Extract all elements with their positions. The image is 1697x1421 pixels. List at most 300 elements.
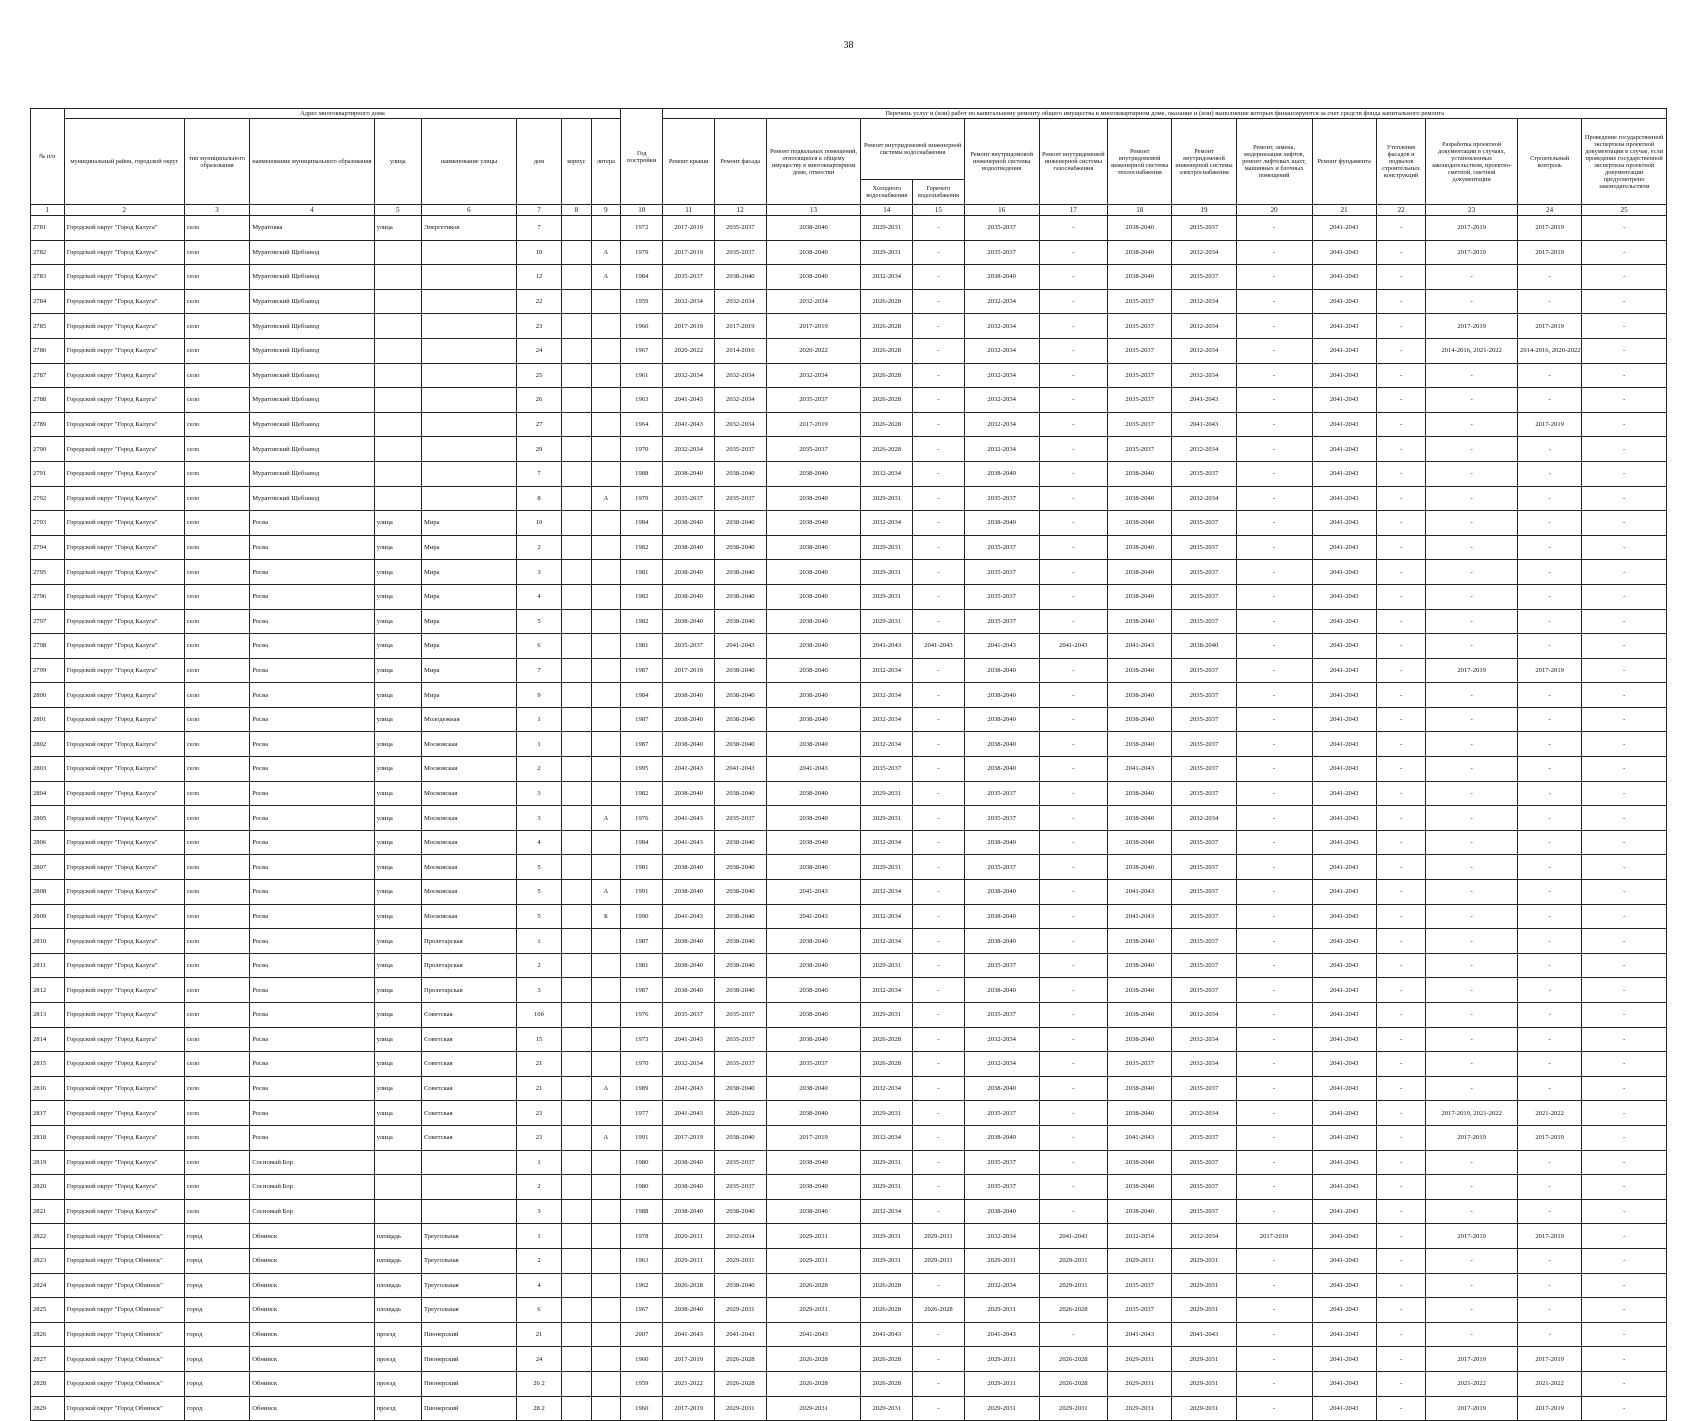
table-cell: 2032-2034 bbox=[861, 707, 913, 732]
table-cell: - bbox=[1518, 289, 1582, 314]
table-cell: - bbox=[1236, 289, 1312, 314]
table-cell: 1978 bbox=[621, 1224, 663, 1249]
table-cell: 2038-2040 bbox=[714, 1199, 766, 1224]
table-cell: 2038-2040 bbox=[714, 683, 766, 708]
table-cell: - bbox=[1426, 904, 1518, 929]
table-cell: 2794 bbox=[31, 535, 65, 560]
table-cell: 2035-2037 bbox=[964, 1003, 1039, 1028]
table-cell: 2038-2040 bbox=[663, 880, 715, 905]
table-cell bbox=[562, 1248, 592, 1273]
table-cell: Сосновый Бор bbox=[250, 1175, 374, 1200]
table-body bbox=[31, 216, 1667, 1421]
table-cell: 2038-2040 bbox=[964, 265, 1039, 290]
table-cell: - bbox=[1039, 240, 1108, 265]
table-cell bbox=[591, 1347, 621, 1372]
table-cell: - bbox=[1039, 314, 1108, 339]
table-cell: - bbox=[1582, 1101, 1667, 1126]
table-cell: 2038-2040 bbox=[766, 240, 861, 265]
table-cell: - bbox=[1376, 658, 1426, 683]
table-cell: Муратовский Щебзавод bbox=[250, 265, 374, 290]
table-cell: 2797 bbox=[31, 609, 65, 634]
table-cell: Городской округ "Город Калуга" bbox=[64, 929, 184, 954]
table-cell bbox=[591, 1150, 621, 1175]
table-cell: 2026-2028 bbox=[861, 437, 913, 462]
table-cell: - bbox=[1039, 584, 1108, 609]
column-number: 12 bbox=[714, 205, 766, 216]
table-cell: 2026-2028 bbox=[861, 388, 913, 413]
table-cell: 1964 bbox=[621, 412, 663, 437]
table-cell: Городской округ "Город Калуга" bbox=[64, 683, 184, 708]
table-cell: 2026-2028 bbox=[861, 1347, 913, 1372]
table-cell: 2017-2019 bbox=[1426, 216, 1518, 241]
table-cell: - bbox=[913, 732, 965, 757]
table-cell: Пионерский bbox=[421, 1347, 516, 1372]
table-cell: улица bbox=[374, 757, 421, 782]
table-cell: - bbox=[1039, 560, 1108, 585]
table-cell: 2041-2043 bbox=[663, 412, 715, 437]
table-cell: - bbox=[1236, 683, 1312, 708]
table-cell: 2038-2040 bbox=[766, 1076, 861, 1101]
table-cell: 2041-2043 bbox=[1312, 978, 1376, 1003]
table-cell: 2817 bbox=[31, 1101, 65, 1126]
table-cell: 2038-2040 bbox=[663, 560, 715, 585]
table-cell: 2038-2040 bbox=[1108, 707, 1172, 732]
table-cell: 2038-2040 bbox=[766, 461, 861, 486]
table-cell: 2032-2034 bbox=[663, 437, 715, 462]
table-cell: Росва bbox=[250, 904, 374, 929]
table-cell: 2038-2040 bbox=[766, 216, 861, 241]
table-cell: 1 bbox=[516, 1224, 561, 1249]
table-cell: 2026-2028 bbox=[861, 1052, 913, 1077]
table-cell: 2029-2031 bbox=[861, 806, 913, 831]
table-cell: Треугольная bbox=[421, 1273, 516, 1298]
table-cell: Росва bbox=[250, 978, 374, 1003]
table-cell: 2041-2043 bbox=[663, 904, 715, 929]
table-cell: 2032-2034 bbox=[1172, 289, 1236, 314]
table-cell: 2014-2016, 2020-2022 bbox=[1518, 338, 1582, 363]
table-cell: 2035-2037 bbox=[1172, 953, 1236, 978]
table-cell: - bbox=[1582, 880, 1667, 905]
table-cell: Росва bbox=[250, 1003, 374, 1028]
table-cell: - bbox=[1426, 732, 1518, 757]
table-cell bbox=[591, 1248, 621, 1273]
table-cell: улица bbox=[374, 634, 421, 659]
table-cell bbox=[562, 683, 592, 708]
table-row bbox=[31, 707, 1667, 732]
table-cell: - bbox=[1518, 1076, 1582, 1101]
table-cell bbox=[421, 1175, 516, 1200]
table-cell: 2038-2040 bbox=[766, 1101, 861, 1126]
table-cell: Городской округ "Город Калуга" bbox=[64, 634, 184, 659]
table-row bbox=[31, 1371, 1667, 1396]
table-cell: село bbox=[184, 1003, 249, 1028]
table-cell: - bbox=[1039, 412, 1108, 437]
table-cell: Энергетиков bbox=[421, 216, 516, 241]
table-cell: село bbox=[184, 461, 249, 486]
table-cell: - bbox=[1376, 757, 1426, 782]
table-cell: - bbox=[1518, 683, 1582, 708]
table-cell: 2017-2019 bbox=[663, 216, 715, 241]
table-cell: 1981 bbox=[621, 855, 663, 880]
table-cell: 2035-2037 bbox=[964, 535, 1039, 560]
table-cell: Городской округ "Город Калуга" bbox=[64, 584, 184, 609]
table-cell: - bbox=[913, 658, 965, 683]
table-cell: 2038-2040 bbox=[766, 634, 861, 659]
table-cell: - bbox=[1582, 1371, 1667, 1396]
table-cell: - bbox=[1236, 1322, 1312, 1347]
table-row bbox=[31, 855, 1667, 880]
table-cell: 2029-2031 bbox=[913, 1248, 965, 1273]
table-cell: 2035-2037 bbox=[663, 265, 715, 290]
table-cell: 2029-2031 bbox=[964, 1371, 1039, 1396]
table-cell: - bbox=[1376, 978, 1426, 1003]
table-cell: Советская bbox=[421, 1076, 516, 1101]
table-cell: 2032-2034 bbox=[861, 658, 913, 683]
table-cell: 2806 bbox=[31, 830, 65, 855]
table-cell: Городской округ "Город Калуга" bbox=[64, 1175, 184, 1200]
table-cell: 2038-2040 bbox=[766, 707, 861, 732]
table-cell: Городской округ "Город Калуга" bbox=[64, 1052, 184, 1077]
header-design: Разработка проектной документации в случаях, установленных законодательством, проектно-сметной, сметной документации bbox=[1426, 119, 1518, 205]
table-cell bbox=[562, 1298, 592, 1323]
table-cell: - bbox=[913, 388, 965, 413]
table-cell: 2035-2037 bbox=[1172, 658, 1236, 683]
header-roof: Ремонт крыши bbox=[663, 119, 715, 205]
table-cell: 2041-2043 bbox=[663, 830, 715, 855]
table-cell: - bbox=[1426, 1076, 1518, 1101]
table-row bbox=[31, 560, 1667, 585]
table-cell: - bbox=[913, 289, 965, 314]
table-cell: - bbox=[1236, 584, 1312, 609]
table-cell bbox=[562, 1175, 592, 1200]
table-cell: 2017-2019, 2021-2022 bbox=[1426, 1101, 1518, 1126]
table-cell: - bbox=[1518, 1322, 1582, 1347]
table-cell: - bbox=[1582, 609, 1667, 634]
table-cell: 2038-2040 bbox=[714, 781, 766, 806]
table-cell: 2038-2040 bbox=[766, 1027, 861, 1052]
table-cell: - bbox=[1582, 388, 1667, 413]
table-cell bbox=[591, 535, 621, 560]
table-cell: 1980 bbox=[621, 1150, 663, 1175]
table-cell: село bbox=[184, 609, 249, 634]
table-cell: 2041-2043 bbox=[964, 1322, 1039, 1347]
table-cell: 2017-2019 bbox=[1518, 412, 1582, 437]
header-house: дом bbox=[516, 119, 561, 205]
table-cell: 2017-2019 bbox=[1426, 314, 1518, 339]
table-cell: 2038-2040 bbox=[1108, 929, 1172, 954]
table-cell bbox=[591, 609, 621, 634]
table-cell: 1960 bbox=[621, 1347, 663, 1372]
table-cell: 10 bbox=[516, 511, 561, 536]
table-cell: 1987 bbox=[621, 707, 663, 732]
table-cell: 2038-2040 bbox=[964, 707, 1039, 732]
table-cell: 2038-2040 bbox=[663, 978, 715, 1003]
table-cell: 2038-2040 bbox=[663, 535, 715, 560]
table-cell: 2821 bbox=[31, 1199, 65, 1224]
table-cell: - bbox=[1039, 1322, 1108, 1347]
table-cell: улица bbox=[374, 732, 421, 757]
table-cell: - bbox=[1039, 486, 1108, 511]
table-cell: - bbox=[1376, 560, 1426, 585]
table-cell: 2035-2037 bbox=[1108, 1298, 1172, 1323]
table-cell: 1976 bbox=[621, 1003, 663, 1028]
table-cell: 2041-2043 bbox=[1312, 707, 1376, 732]
table-cell: 1976 bbox=[621, 806, 663, 831]
table-cell: 2032-2034 bbox=[1172, 1101, 1236, 1126]
table-cell: 2032-2034 bbox=[964, 338, 1039, 363]
table-cell: 2032-2034 bbox=[714, 363, 766, 388]
table-cell: 21 bbox=[516, 1052, 561, 1077]
table-row bbox=[31, 1199, 1667, 1224]
table-cell: 2041-2043 bbox=[1312, 1003, 1376, 1028]
table-cell: 2035-2037 bbox=[1172, 781, 1236, 806]
table-cell: 2041-2043 bbox=[1312, 240, 1376, 265]
table-cell: - bbox=[913, 830, 965, 855]
table-cell: - bbox=[1376, 1125, 1426, 1150]
table-cell: - bbox=[1376, 363, 1426, 388]
table-cell: - bbox=[1582, 1052, 1667, 1077]
table-cell: 2035-2037 bbox=[1108, 412, 1172, 437]
table-cell: - bbox=[1376, 437, 1426, 462]
table-cell: Городской округ "Город Калуга" bbox=[64, 265, 184, 290]
table-cell: 2041-2043 bbox=[766, 757, 861, 782]
table-cell: 2041-2043 bbox=[1039, 634, 1108, 659]
table-cell bbox=[562, 806, 592, 831]
table-cell: Городской округ "Город Калуга" bbox=[64, 1125, 184, 1150]
table-cell: 2824 bbox=[31, 1273, 65, 1298]
table-cell: - bbox=[1426, 781, 1518, 806]
table-cell: Московская bbox=[421, 757, 516, 782]
table-cell: 2041-2043 bbox=[663, 1076, 715, 1101]
table-cell bbox=[591, 732, 621, 757]
table-cell: 2029-2031 bbox=[1172, 1347, 1236, 1372]
table-cell: 2041-2043 bbox=[714, 1322, 766, 1347]
table-cell: 2041-2043 bbox=[1312, 363, 1376, 388]
table-cell: - bbox=[1376, 683, 1426, 708]
table-cell: 2029-2031 bbox=[861, 486, 913, 511]
table-cell bbox=[374, 461, 421, 486]
table-row bbox=[31, 658, 1667, 683]
table-row bbox=[31, 1175, 1667, 1200]
table-cell bbox=[591, 1003, 621, 1028]
column-number: 20 bbox=[1236, 205, 1312, 216]
table-cell: - bbox=[1426, 978, 1518, 1003]
table-row bbox=[31, 806, 1667, 831]
table-cell: 2038-2040 bbox=[1108, 806, 1172, 831]
table-cell: 2038-2040 bbox=[714, 929, 766, 954]
table-cell: - bbox=[1236, 461, 1312, 486]
table-cell: улица bbox=[374, 511, 421, 536]
table-cell: 2020-2031 bbox=[663, 1224, 715, 1249]
table-cell: 2032-2034 bbox=[1172, 1027, 1236, 1052]
table-cell: улица bbox=[374, 904, 421, 929]
table-cell: - bbox=[1518, 904, 1582, 929]
table-cell: 2032-2034 bbox=[861, 683, 913, 708]
table-cell: 2017-2019 bbox=[663, 240, 715, 265]
table-cell: 2026-2028 bbox=[1039, 1298, 1108, 1323]
table-cell: - bbox=[1518, 953, 1582, 978]
table-cell: 2038-2040 bbox=[714, 461, 766, 486]
table-cell: - bbox=[1376, 461, 1426, 486]
table-cell: 2041-2043 bbox=[1312, 511, 1376, 536]
table-cell: - bbox=[1376, 1076, 1426, 1101]
table-cell: 2041-2043 bbox=[861, 634, 913, 659]
table-cell: Советская bbox=[421, 1027, 516, 1052]
table-cell: 2038-2040 bbox=[714, 978, 766, 1003]
table-cell bbox=[562, 904, 592, 929]
table-cell: 1960 bbox=[621, 1396, 663, 1421]
table-cell bbox=[421, 289, 516, 314]
table-cell: 1984 bbox=[621, 265, 663, 290]
table-cell: 2041-2043 bbox=[663, 1322, 715, 1347]
table-cell: - bbox=[1518, 781, 1582, 806]
table-cell: 2032-2034 bbox=[861, 880, 913, 905]
table-cell: улица bbox=[374, 1125, 421, 1150]
capital-repair-table-container bbox=[30, 108, 1667, 1421]
table-cell: 2035-2037 bbox=[1172, 830, 1236, 855]
table-cell: - bbox=[1236, 240, 1312, 265]
table-cell: улица bbox=[374, 953, 421, 978]
table-cell: 2032-2034 bbox=[861, 830, 913, 855]
table-cell: проезд bbox=[374, 1371, 421, 1396]
table-cell: 2801 bbox=[31, 707, 65, 732]
table-cell: 2032-2034 bbox=[964, 437, 1039, 462]
table-cell: - bbox=[1582, 732, 1667, 757]
table-cell: - bbox=[913, 363, 965, 388]
table-cell bbox=[374, 314, 421, 339]
table-cell: Росва bbox=[250, 658, 374, 683]
table-cell: 2 bbox=[516, 757, 561, 782]
table-row bbox=[31, 1224, 1667, 1249]
table-cell: 2029-2031 bbox=[766, 1396, 861, 1421]
column-number: 2 bbox=[64, 205, 184, 216]
table-cell: 2790 bbox=[31, 437, 65, 462]
table-cell: 4 bbox=[516, 584, 561, 609]
table-cell: 2038-2040 bbox=[663, 1298, 715, 1323]
table-cell: город bbox=[184, 1248, 249, 1273]
table-cell bbox=[591, 560, 621, 585]
table-cell: - bbox=[1039, 880, 1108, 905]
table-cell: - bbox=[1426, 535, 1518, 560]
table-cell bbox=[562, 560, 592, 585]
table-cell: 26 2 bbox=[516, 1371, 561, 1396]
table-cell: 2029-2031 bbox=[913, 1224, 965, 1249]
header-facade: Ремонт фасада bbox=[714, 119, 766, 205]
table-cell: 1989 bbox=[621, 1076, 663, 1101]
table-cell: Росва bbox=[250, 535, 374, 560]
table-cell: 2026-2028 bbox=[766, 1347, 861, 1372]
table-cell: 2026-2028 bbox=[861, 314, 913, 339]
table-cell: - bbox=[1039, 338, 1108, 363]
table-cell: город bbox=[184, 1322, 249, 1347]
table-cell: 28 2 bbox=[516, 1396, 561, 1421]
table-cell: - bbox=[1518, 511, 1582, 536]
table-cell: 2017-2019 bbox=[1426, 1396, 1518, 1421]
table-cell: - bbox=[1039, 461, 1108, 486]
table-cell: - bbox=[1518, 634, 1582, 659]
table-cell: - bbox=[913, 1125, 965, 1150]
table-cell: - bbox=[1426, 855, 1518, 880]
table-cell: 2032-2034 bbox=[1108, 1224, 1172, 1249]
table-cell: 2026-2028 bbox=[861, 289, 913, 314]
table-cell: Московская bbox=[421, 830, 516, 855]
table-cell: - bbox=[1039, 1027, 1108, 1052]
table-cell bbox=[562, 1199, 592, 1224]
table-cell bbox=[562, 511, 592, 536]
table-cell: 2825 bbox=[31, 1298, 65, 1323]
table-cell bbox=[591, 1027, 621, 1052]
table-cell: 2041-2043 bbox=[1172, 1322, 1236, 1347]
table-cell: Росва bbox=[250, 830, 374, 855]
table-cell: 2038-2040 bbox=[1108, 216, 1172, 241]
table-cell bbox=[562, 1027, 592, 1052]
table-cell: село bbox=[184, 904, 249, 929]
table-cell: 2035-2037 bbox=[1172, 855, 1236, 880]
table-cell: - bbox=[1582, 1125, 1667, 1150]
table-cell: Росва bbox=[250, 511, 374, 536]
column-number: 13 bbox=[766, 205, 861, 216]
table-cell: Городской округ "Город Калуга" bbox=[64, 486, 184, 511]
table-cell: Городской округ "Город Калуга" bbox=[64, 880, 184, 905]
table-cell: - bbox=[1426, 683, 1518, 708]
table-cell: Городской округ "Город Калуга" bbox=[64, 953, 184, 978]
header-address-group: Адрес многоквартирного дома bbox=[64, 109, 620, 119]
table-cell: 2038-2040 bbox=[663, 584, 715, 609]
table-cell: 2041-2043 bbox=[1312, 461, 1376, 486]
table-cell: 1977 bbox=[621, 1101, 663, 1126]
table-cell: 2829 bbox=[31, 1396, 65, 1421]
table-cell: Московская bbox=[421, 732, 516, 757]
table-cell: Городской округ "Город Обнинск" bbox=[64, 1371, 184, 1396]
header-korpus: корпус bbox=[562, 119, 592, 205]
table-cell: 2035-2037 bbox=[1172, 216, 1236, 241]
header-hot-water: Горячего водоснабжения bbox=[913, 180, 965, 205]
table-cell: - bbox=[1518, 1150, 1582, 1175]
table-cell: Городской округ "Город Калуга" bbox=[64, 437, 184, 462]
table-cell: Пролетарская bbox=[421, 953, 516, 978]
table-cell: - bbox=[1376, 953, 1426, 978]
table-cell: 2032-2034 bbox=[663, 363, 715, 388]
table-cell: Городской округ "Город Обнинск" bbox=[64, 1298, 184, 1323]
table-cell: 2038-2040 bbox=[714, 707, 766, 732]
table-cell: 2041-2043 bbox=[1172, 388, 1236, 413]
table-cell: 2041-2043 bbox=[1312, 1248, 1376, 1273]
table-cell: 2038-2040 bbox=[663, 609, 715, 634]
table-cell: - bbox=[913, 904, 965, 929]
table-cell bbox=[562, 216, 592, 241]
table-cell: 1967 bbox=[621, 1298, 663, 1323]
table-cell: - bbox=[1039, 437, 1108, 462]
table-cell: 2041-2043 bbox=[1312, 1298, 1376, 1323]
table-cell: - bbox=[1236, 486, 1312, 511]
header-foundation: Ремонт фундамента bbox=[1312, 119, 1376, 205]
table-row bbox=[31, 953, 1667, 978]
header-gas: Ремонт внутридомовой инженерной системы газоснабжения bbox=[1039, 119, 1108, 205]
table-cell: 5 bbox=[516, 855, 561, 880]
table-cell: 2017-2019 bbox=[663, 658, 715, 683]
table-cell: 2802 bbox=[31, 732, 65, 757]
header-heat: Ремонт внутридомовой инженерной системы теплоснабжения bbox=[1108, 119, 1172, 205]
table-cell: 2032-2034 bbox=[861, 511, 913, 536]
table-cell bbox=[562, 388, 592, 413]
table-cell: - bbox=[1376, 314, 1426, 339]
header-basement: Ремонт подвальных помещений, относящихся к общему имуществу в многоквартирном доме, отмостки bbox=[766, 119, 861, 205]
table-cell: 21 bbox=[516, 1076, 561, 1101]
table-cell: - bbox=[1039, 1003, 1108, 1028]
table-cell: Муратовский Щебзавод bbox=[250, 363, 374, 388]
table-cell: - bbox=[1236, 707, 1312, 732]
table-cell: 2029-2031 bbox=[1039, 1248, 1108, 1273]
